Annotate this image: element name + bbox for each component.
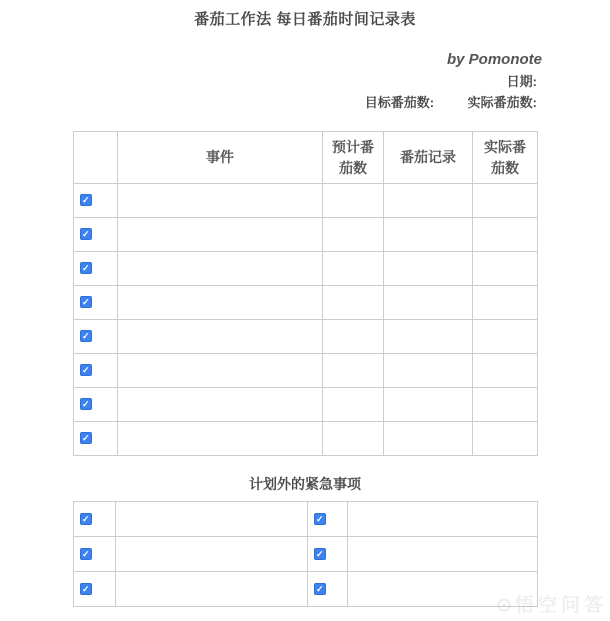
checked-checkbox[interactable]: [80, 432, 92, 444]
row-checkbox-cell: [74, 354, 118, 388]
event-column-header: 事件: [118, 132, 323, 184]
check-icon: ✓: [82, 583, 90, 594]
row-checkbox-cell: [74, 320, 118, 354]
tomato-record-cell[interactable]: [384, 320, 473, 354]
event-cell[interactable]: [118, 422, 323, 456]
actual-tomatoes-cell[interactable]: [473, 252, 538, 286]
actual-tomatoes-cell[interactable]: [473, 184, 538, 218]
check-icon: ✓: [316, 583, 324, 594]
actual-tomatoes-column-header: 实际番茄数: [473, 132, 538, 184]
check-icon: ✓: [82, 229, 90, 240]
event-cell[interactable]: [118, 286, 323, 320]
urgent-item-cell[interactable]: [348, 502, 538, 537]
checked-checkbox[interactable]: [80, 194, 92, 206]
actual-tomatoes-label: 实际番茄数:: [467, 95, 537, 110]
event-cell[interactable]: [118, 388, 323, 422]
checked-checkbox[interactable]: [80, 364, 92, 376]
checked-checkbox[interactable]: [314, 583, 326, 595]
checked-checkbox[interactable]: [80, 398, 92, 410]
check-icon: ✓: [82, 365, 90, 376]
check-icon: ✓: [82, 399, 90, 410]
record-row: [74, 422, 538, 456]
target-tomatoes-label: 目标番茄数:: [364, 95, 435, 110]
check-icon: ✓: [82, 331, 90, 342]
urgent-checkbox-cell: [308, 572, 348, 607]
estimated-tomatoes-cell[interactable]: [323, 422, 384, 456]
urgent-row: [74, 537, 538, 572]
tomato-record-cell[interactable]: [384, 422, 473, 456]
daily-record-rows: [74, 184, 538, 456]
urgent-item-cell[interactable]: [116, 502, 308, 537]
byline: by Pomonote: [446, 51, 542, 68]
urgent-checkbox-cell: [74, 537, 116, 572]
daily-record-table: [73, 131, 538, 456]
record-row: [74, 252, 538, 286]
record-row: [74, 286, 538, 320]
estimated-tomatoes-cell[interactable]: [323, 218, 384, 252]
actual-tomatoes-cell[interactable]: [473, 320, 538, 354]
urgent-section-title: 计划外的紧急事项: [249, 476, 361, 492]
actual-tomatoes-cell[interactable]: [473, 286, 538, 320]
date-label: 日期:: [506, 74, 537, 89]
check-icon: ✓: [82, 433, 90, 444]
checked-checkbox[interactable]: [80, 548, 92, 560]
urgent-item-cell[interactable]: [116, 572, 308, 607]
checked-checkbox[interactable]: [80, 228, 92, 240]
urgent-items-table: [73, 501, 538, 607]
event-cell[interactable]: [118, 354, 323, 388]
estimated-tomatoes-cell[interactable]: [323, 184, 384, 218]
urgent-checkbox-cell: [308, 502, 348, 537]
estimated-tomatoes-column-header: 预计番茄数: [323, 132, 384, 184]
checked-checkbox[interactable]: [314, 513, 326, 525]
check-icon: ✓: [316, 548, 324, 559]
urgent-checkbox-cell: [74, 572, 116, 607]
check-icon: ✓: [316, 513, 324, 524]
record-row: [74, 184, 538, 218]
urgent-item-cell[interactable]: [116, 537, 308, 572]
checked-checkbox[interactable]: [80, 513, 92, 525]
row-checkbox-cell: [74, 388, 118, 422]
event-cell[interactable]: [118, 184, 323, 218]
pomodoro-worksheet: [0, 8, 610, 616]
record-row: [74, 320, 538, 354]
urgent-row: [74, 502, 538, 537]
row-checkbox-cell: [74, 252, 118, 286]
actual-tomatoes-cell[interactable]: [473, 218, 538, 252]
header-row: [74, 132, 538, 184]
counts-line: [0, 95, 610, 110]
actual-tomatoes-cell[interactable]: [473, 354, 538, 388]
record-row: [74, 354, 538, 388]
row-checkbox-cell: [74, 286, 118, 320]
tomato-record-cell[interactable]: [384, 252, 473, 286]
record-row: [74, 218, 538, 252]
tomato-record-cell[interactable]: [384, 354, 473, 388]
checked-checkbox[interactable]: [80, 262, 92, 274]
urgent-rows: [74, 502, 538, 607]
event-cell[interactable]: [118, 218, 323, 252]
date-line: [0, 74, 610, 89]
tomato-record-column-header: 番茄记录: [384, 132, 473, 184]
checked-checkbox[interactable]: [80, 296, 92, 308]
row-checkbox-cell: [74, 184, 118, 218]
row-checkbox-cell: [74, 422, 118, 456]
check-icon: ✓: [82, 548, 90, 559]
actual-tomatoes-cell[interactable]: [473, 388, 538, 422]
page-title: 番茄工作法 每日番茄时间记录表: [194, 11, 416, 28]
check-icon: ✓: [82, 195, 90, 206]
urgent-item-cell[interactable]: [348, 537, 538, 572]
checked-checkbox[interactable]: [80, 583, 92, 595]
tomato-record-cell[interactable]: [384, 286, 473, 320]
row-checkbox-cell: [74, 218, 118, 252]
check-icon: ✓: [82, 263, 90, 274]
watermark-logo-icon: ⊙: [496, 595, 512, 616]
actual-tomatoes-cell[interactable]: [473, 422, 538, 456]
tomato-record-cell[interactable]: [384, 218, 473, 252]
tomato-record-cell[interactable]: [384, 184, 473, 218]
estimated-tomatoes-cell[interactable]: [323, 286, 384, 320]
checkbox-column-header: [74, 132, 118, 184]
tomato-record-cell[interactable]: [384, 388, 473, 422]
watermark-text: 悟空问答: [514, 595, 607, 616]
urgent-checkbox-cell: [308, 537, 348, 572]
check-icon: ✓: [82, 297, 90, 308]
estimated-tomatoes-cell[interactable]: [323, 354, 384, 388]
estimated-tomatoes-cell[interactable]: [323, 252, 384, 286]
estimated-tomatoes-cell[interactable]: [323, 388, 384, 422]
urgent-row: [74, 572, 538, 607]
checked-checkbox[interactable]: [314, 548, 326, 560]
estimated-tomatoes-cell[interactable]: [323, 320, 384, 354]
urgent-checkbox-cell: [74, 502, 116, 537]
event-cell[interactable]: [118, 320, 323, 354]
record-row: [74, 388, 538, 422]
check-icon: ✓: [82, 513, 90, 524]
event-cell[interactable]: [118, 252, 323, 286]
checked-checkbox[interactable]: [80, 330, 92, 342]
